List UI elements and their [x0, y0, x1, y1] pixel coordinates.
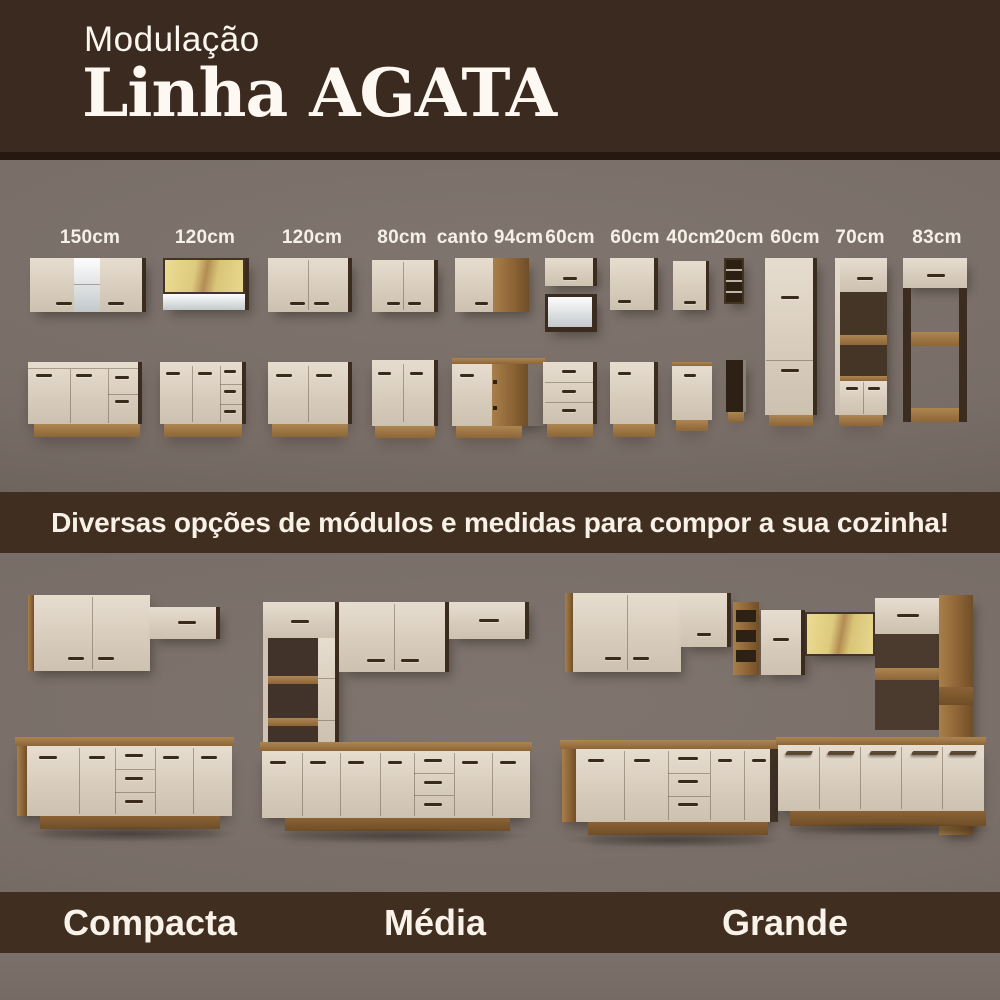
door-handle [684, 301, 696, 304]
door-handle [563, 277, 577, 280]
module-size-label: 70cm [835, 227, 885, 248]
wall-cabinet-150 [30, 258, 146, 312]
door-handle [291, 620, 309, 623]
wood-end-panel [562, 749, 576, 822]
door-handle [781, 296, 799, 299]
wood-panel [493, 258, 529, 312]
module-size-label: 40cm [666, 227, 716, 248]
countertop [260, 742, 532, 751]
door-handle [388, 761, 402, 764]
drawer-seam [108, 394, 138, 395]
media-wall-cabinet [339, 602, 449, 672]
drawer-seam [668, 773, 710, 774]
side-panel [525, 602, 529, 639]
door-seam [624, 751, 625, 820]
door-handle [178, 621, 196, 624]
grande-wall-door [681, 593, 731, 647]
door-seam [380, 753, 381, 816]
wall-cabinet-120-glass [163, 258, 249, 310]
drawer-handle [424, 781, 442, 784]
module-size-label: canto 94cm [436, 227, 544, 248]
door-seam [340, 753, 341, 816]
door-handle [605, 657, 621, 660]
wood-band [939, 687, 973, 705]
door-handle [475, 302, 488, 305]
countertop [15, 737, 234, 746]
grande-base-right [778, 745, 984, 811]
microwave-niche [545, 294, 597, 332]
wood-plinth [769, 415, 813, 426]
drawer-handle [424, 803, 442, 806]
ground-shadow [560, 832, 785, 848]
wood-plinth [728, 412, 744, 422]
door-handle [781, 369, 799, 372]
shelf-line [318, 678, 335, 679]
door-handle [98, 657, 114, 660]
drawer-handle [115, 400, 129, 403]
drawer-handle [562, 370, 576, 373]
drawer-seam [115, 792, 155, 793]
media-base-run [262, 751, 530, 818]
grande-wall-door-2 [761, 610, 805, 675]
drawer-seam [220, 404, 242, 405]
banner [0, 492, 1000, 553]
wood-plinth [613, 424, 655, 437]
drawer-handle [424, 759, 442, 762]
door-handle [314, 302, 329, 305]
shelf-slot [736, 610, 756, 622]
glass-door [163, 258, 245, 294]
door-handle [500, 761, 516, 764]
oven-tower-70 [835, 258, 887, 415]
hinge [493, 380, 497, 384]
door-handle [752, 759, 766, 762]
countertop [776, 737, 986, 745]
side-panel [245, 258, 249, 310]
door-seam [710, 751, 711, 820]
door-handle [89, 756, 105, 759]
page-title: Linha AGATA [82, 54, 557, 132]
door-handle [348, 761, 364, 764]
drawer-handle [562, 409, 576, 412]
door-handle [827, 751, 855, 755]
wood-plinth [676, 420, 708, 431]
ground-shadow [20, 826, 240, 842]
door-handle [378, 372, 391, 375]
drawer-handle [224, 410, 236, 413]
door-handle [198, 372, 212, 375]
module-size-label: 60cm [610, 227, 660, 248]
tall-pantry-60 [765, 258, 817, 415]
kitchen-label-grande: Grande [721, 901, 849, 943]
module-size-label: 120cm [174, 227, 236, 248]
door-handle [270, 761, 286, 764]
drawer-handle [678, 780, 698, 783]
compacta-wall-cabinet [28, 595, 150, 671]
module-size-label: 80cm [377, 227, 427, 248]
wall-cabinet-80 [372, 260, 438, 312]
door-seam [193, 748, 194, 814]
drawer-handle [224, 370, 236, 373]
kitchen-label-media: Média [383, 901, 487, 943]
header-divider [0, 152, 1000, 160]
door-handle [634, 759, 650, 762]
drawer-handle [115, 376, 129, 379]
drawer-handle [562, 390, 576, 393]
module-size-label: 83cm [912, 227, 962, 248]
module-size-label: 20cm [714, 227, 764, 248]
door-seam [942, 747, 943, 809]
wood-end-panel [17, 746, 27, 816]
door-handle [163, 756, 179, 759]
door-handle [633, 657, 649, 660]
door-seam [627, 595, 628, 670]
door-seam [454, 753, 455, 816]
door-handle [846, 387, 858, 390]
edge-line [28, 368, 142, 369]
door-seam [302, 753, 303, 816]
side-panel [727, 593, 731, 647]
door-seam [308, 260, 309, 310]
door-handle [108, 302, 124, 305]
drawer-seam [414, 773, 454, 774]
frame-rail [318, 638, 335, 742]
side-panel [593, 258, 597, 286]
side-panel [813, 258, 817, 415]
door-handle [410, 372, 423, 375]
countertop [560, 740, 780, 749]
door-seam [155, 748, 156, 814]
door-handle [290, 302, 305, 305]
door-seam [492, 753, 493, 816]
door-handle [276, 374, 292, 377]
wood-panel [492, 364, 528, 426]
wood-plinth [272, 424, 348, 437]
drawer-handle [125, 800, 143, 803]
door-seam [192, 366, 193, 422]
grande-base-left [562, 749, 778, 822]
door-handle [36, 374, 52, 377]
wood-shelf [840, 335, 887, 345]
compacta-wall-cabinet-short [150, 607, 220, 639]
base-cabinet-drawers [543, 362, 597, 424]
drawer-seam [220, 384, 242, 385]
module-size-label: 60cm [770, 227, 820, 248]
side-panel [216, 607, 220, 639]
shelf-line [74, 284, 100, 285]
cabinet-door [840, 258, 887, 292]
door-handle [897, 614, 919, 617]
niche-interior [548, 297, 592, 327]
header-kicker: Modulação [84, 20, 260, 59]
wood-plinth [375, 426, 435, 438]
bottle-rack [724, 258, 744, 304]
shelf-slot [736, 650, 756, 662]
door-seam [819, 747, 820, 809]
door-handle [401, 659, 419, 662]
drawer-handle [678, 803, 698, 806]
wall-cabinet-flip [545, 258, 597, 286]
grande-top-cabinet [875, 598, 939, 634]
door-handle [462, 761, 478, 764]
header [0, 0, 1000, 152]
drawer-seam [545, 382, 593, 383]
wall-cabinet-60 [610, 258, 658, 310]
wood-plinth [164, 424, 242, 437]
side-panel [434, 360, 438, 426]
door-handle [76, 374, 92, 377]
footer-band [0, 892, 1000, 953]
door-seam [308, 366, 309, 422]
door-seam [115, 748, 116, 814]
bottom-strip [0, 953, 1000, 1000]
door-handle [367, 659, 385, 662]
door-seam [92, 597, 93, 669]
drawer-handle [125, 754, 143, 757]
ground-shadow [780, 822, 995, 836]
drawer-seam [414, 795, 454, 796]
door-handle [387, 302, 400, 305]
door-seam [403, 262, 404, 310]
shelf-line [318, 720, 335, 721]
open-back [268, 638, 318, 742]
wall-cabinet-120 [268, 258, 352, 312]
door-seam [863, 382, 864, 414]
wood-plinth [34, 424, 140, 437]
shelf-slot [736, 630, 756, 642]
door-seam [108, 369, 109, 423]
door-seam [70, 369, 71, 423]
wood-plinth [839, 415, 883, 426]
door-handle [201, 756, 217, 759]
side-panel [706, 261, 709, 310]
drawer-handle [224, 390, 236, 393]
door-seam [668, 751, 669, 820]
side-panel [138, 362, 142, 424]
wall-cabinet-corner [455, 258, 529, 312]
fridge-frame-83 [903, 258, 967, 422]
side-panel [654, 258, 658, 310]
base-cabinet-40 [672, 362, 712, 420]
door-handle [949, 751, 977, 755]
hinge [493, 406, 497, 410]
wood-shelf [875, 668, 939, 680]
frame-rail [959, 288, 967, 422]
side-panel [348, 362, 352, 424]
door-seam [394, 604, 395, 670]
door-handle [479, 619, 499, 622]
kitchen-label-compacta: Compacta [62, 901, 238, 943]
drawer-handle [125, 777, 143, 780]
base-cabinet-120 [160, 362, 246, 424]
door-handle [39, 756, 57, 759]
door-handle [618, 300, 631, 303]
corner-seam [770, 749, 778, 822]
drawer-handle [678, 757, 698, 760]
glass-lit-cabinet [805, 612, 875, 656]
module-size-label: 150cm [59, 227, 121, 248]
door-handle [718, 759, 732, 762]
open-shelf [74, 258, 100, 312]
frame-rail [903, 288, 911, 422]
side-panel [654, 362, 658, 424]
side-panel [242, 362, 246, 424]
door-handle [857, 277, 873, 280]
door-handle [869, 751, 897, 755]
open-recess [875, 634, 939, 730]
door-handle [68, 657, 84, 660]
door-handle [166, 372, 180, 375]
cabinet-door [903, 258, 967, 288]
base-cabinet-corner [452, 358, 545, 426]
door-handle [408, 302, 421, 305]
wood-plinth [547, 424, 593, 437]
door-seam [744, 751, 745, 820]
door-seam [860, 747, 861, 809]
door-handle [316, 374, 332, 377]
door-handle [684, 374, 696, 377]
door-seam [220, 366, 221, 422]
door-handle [773, 638, 789, 641]
media-wall-cabinet-short [449, 602, 529, 639]
door-handle [618, 372, 631, 375]
door-handle [927, 274, 945, 277]
wood-panel [565, 593, 573, 672]
open-shelf-unit [733, 602, 759, 675]
side-panel [593, 362, 597, 424]
drawer-seam [668, 796, 710, 797]
door-handle [460, 374, 474, 377]
grande-wall-cabinet [565, 593, 681, 672]
door-seam [403, 364, 404, 422]
open-tower-20 [726, 360, 746, 412]
base-cabinet-80 [372, 360, 438, 426]
door-handle [310, 761, 326, 764]
wood-shelf [268, 718, 318, 726]
wood-shelf [911, 332, 959, 346]
door-handle [697, 633, 711, 636]
wood-shelf [268, 676, 318, 684]
door-handle [868, 387, 880, 390]
door-handle [911, 751, 939, 755]
compacta-base-run [17, 746, 232, 816]
lit-shelf [163, 294, 245, 310]
drawer-seam [545, 402, 593, 403]
banner-text: Diversas opções de módulos e medidas para compor a sua cozinha! [51, 506, 949, 538]
door-seam [414, 753, 415, 816]
wall-cabinet-40 [673, 261, 709, 310]
side-panel [434, 260, 438, 312]
door-seam [79, 748, 80, 814]
side-panel [142, 258, 146, 312]
wood-plinth [456, 426, 522, 438]
media-tower [263, 602, 339, 742]
module-size-label: 60cm [545, 227, 595, 248]
base-cabinet-150 [28, 362, 142, 424]
module-size-label: 120cm [281, 227, 343, 248]
ground-shadow [262, 828, 532, 844]
door-handle [785, 751, 813, 755]
door-handle [56, 302, 72, 305]
door-seam [766, 360, 816, 361]
base-cabinet-60 [610, 362, 658, 424]
door-seam [901, 747, 902, 809]
base-cabinet-120b [268, 362, 352, 424]
side-panel [348, 258, 352, 312]
drawer-seam [115, 769, 155, 770]
wood-shelf [911, 408, 959, 422]
door-handle [588, 759, 604, 762]
